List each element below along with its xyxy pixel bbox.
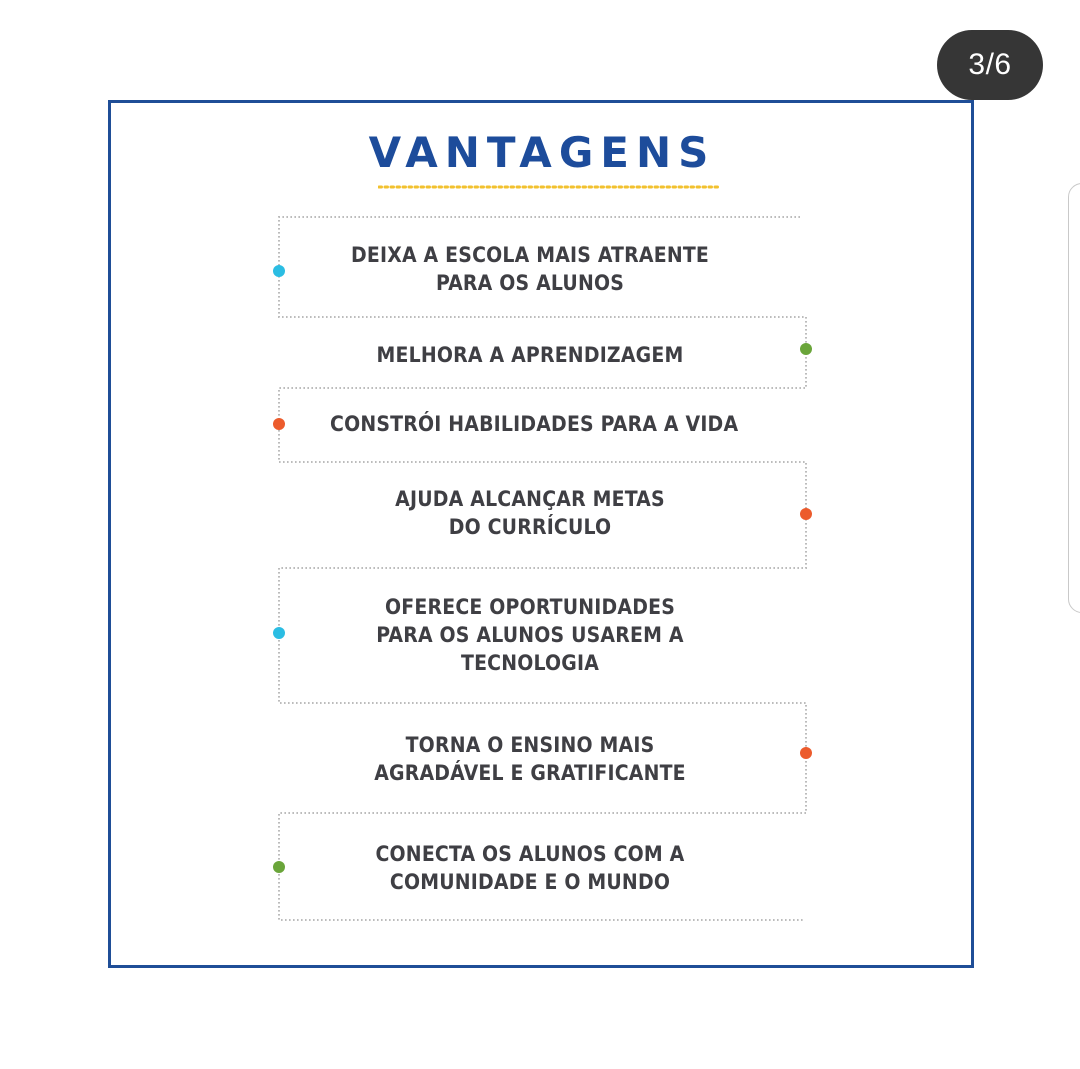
advantage-item — [330, 840, 730, 896]
bullet-dot — [800, 508, 812, 520]
advantage-text-line: OFERECE OPORTUNIDADES — [384, 595, 676, 619]
advantage-text-line: CONSTRÓI HABILIDADES PARA A VIDA — [330, 412, 739, 436]
advantage-text-line: AGRADÁVEL E GRATIFICANTE — [374, 761, 686, 785]
advantage-item — [330, 341, 730, 369]
infographic-title: VANTAGENS — [368, 128, 716, 177]
advantage-text-line: COMUNIDADE E O MUNDO — [389, 870, 671, 894]
advantage-item — [330, 410, 739, 438]
bullet-dot — [273, 861, 285, 873]
advantage-item — [330, 241, 730, 297]
advantage-text-line: PARA OS ALUNOS — [435, 271, 625, 295]
bullet-dot — [273, 627, 285, 639]
bullet-dot — [800, 747, 812, 759]
bullet-dot — [273, 418, 285, 430]
advantage-text-line: AJUDA ALCANÇAR METAS — [395, 487, 665, 511]
advantage-item — [330, 593, 730, 677]
advantage-text-line: TECNOLOGIA — [460, 651, 600, 675]
advantage-text-line: DO CURRÍCULO — [448, 515, 612, 539]
advantage-text-line: CONECTA OS ALUNOS COM A — [375, 842, 685, 866]
bullet-dot — [800, 343, 812, 355]
advantage-text-line: DEIXA A ESCOLA MAIS ATRAENTE — [350, 243, 710, 267]
advantage-text-line: PARA OS ALUNOS USAREM A — [376, 623, 684, 647]
advantage-item — [330, 485, 730, 541]
advantage-text-line: MELHORA A APRENDIZAGEM — [376, 343, 684, 367]
advantage-item — [330, 731, 730, 787]
advantage-text-line: TORNA O ENSINO MAIS — [405, 733, 655, 757]
page-counter: 3/6 — [937, 30, 1043, 100]
bullet-dot — [273, 265, 285, 277]
